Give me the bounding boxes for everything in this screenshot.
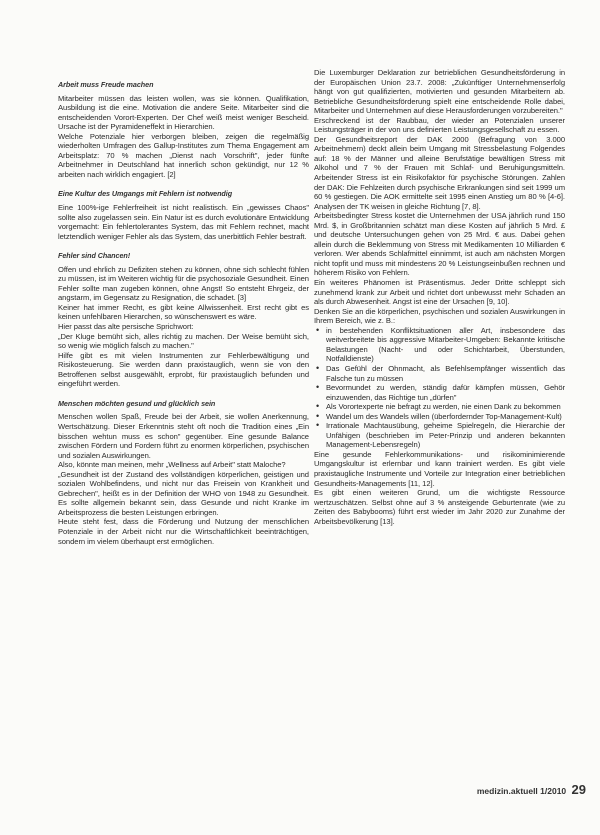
bullet-list [314, 326, 565, 450]
list-item: • Irrationale Machtausübung, geheime Spielregeln, die Hierarchie der Unfähigen (beschrieben im Peter-Prinzip und anderen bekannten Management-Lebensregeln) [326, 421, 565, 450]
body-paragraph: Keiner hat immer Recht, es gibt keine Allwissenheit. Erst recht gibt es keinen unfehlbaren Hierarchen, so wünschenswert es wäre. [58, 302, 309, 322]
body-paragraph: Hier passt das alte persische Sprichwort: [58, 322, 194, 332]
body-paragraph: Eine gesunde Fehlerkommunikations- und risikominimierende Umgangskultur ist erlernbar und kann trainiert werden. Es gibt viele praxistaugliche Instrumente und Vorteile zur Integration einer betrieblichen Gesundheits-Managements [11, 12]. [314, 449, 565, 488]
body-paragraph: Also, könnte man meinen, mehr „Wellness auf Arbeit" statt Maloche? [58, 460, 286, 470]
body-paragraph: Eine 100%-ige Fehlerfreiheit ist nicht realistisch. Ein „gewisses Chaos" sollte also zugelassen sein. Ein Natur ist es durch evolutionäre Entwicklung vorgemacht: Ein fehlertolerantes System, das mit Fehlern rechnet, macht letztendlich weniger Fehler als das System, das unerbittlich Fehler bestraft. [58, 203, 309, 241]
body-paragraph: „Der Kluge bemüht sich, alles richtig zu machen. Der Weise bemüht sich, so wenig wie möglich falsch zu machen." [58, 331, 309, 351]
right-column [314, 68, 565, 526]
body-paragraph: Der Gesundheitsreport der DAK 2000 (Befragung von 3.000 Arbeitnehmern) deckt allein beim Umgang mit Stressbelastung Folgendes auf: 18 % der Männer und alleine Berufstätige bewältigen Stress mit Alkohol und 7 % der Frauen mit Schlaf- und Beruhigungsmitteln. Arbeitender Stress ist ein Risikofaktor für psychische Störungen. Zahlen der DAK: Die Fehlzeiten durch psychische Erkrankungen sind seit 1999 um 60 % gestiegen. Die AOK ermittelte seit 1995 einen Anstieg um 80 % [4-6]. Analysen der TK weisen in gleiche Richtung [7, 8]. [314, 134, 565, 211]
body-paragraph: Hilfe gibt es mit vielen Instrumenten zur Fehlerbewältigung und Risikosteuerung. Sie werden dann praxistauglich, wenn sie von den Betroffenen selbst ausgewählt, erprobt, für praxistauglich befunden und eingeführt werden. [58, 350, 309, 389]
body-paragraph: Ein weiteres Phänomen ist Präsentismus. Jeder Dritte schleppt sich zunehmend krank zur Arbeit und richtet dort unbewusst mehr Schaden an als durch Abwesenheit. Angst ist eine der Ursachen [9, 10]. [314, 278, 565, 307]
body-paragraph: Offen und ehrlich zu Defiziten stehen zu können, ohne sich schlecht fühlen zu müssen, ist im Weiteren wichtig für die psychosoziale Gesundheit. Einen Fehler sollte man zugeben können, ohne Angst! So entsteht Ehrgeiz, der angstarm, im Gegensatz zu Resignation, die schadet. [3] [58, 264, 309, 303]
body-paragraph: Denken Sie an die körperlichen, psychischen und sozialen Auswirkungen in Ihrem Bereich, wie z. B.: [314, 306, 565, 326]
body-paragraph: „Gesundheit ist der Zustand des vollständigen körperlichen, geistigen und sozialen Wohlbefindens, und nicht nur das Freisein von Krankheit und Gebrechen", heißt es in der Definition der WHO von 1948 zu Gesundheit. Es sollte allgemein bekannt sein, dass Gesunde und nicht Kranke im Arbeitsprozess die besten Leistungen erbringen. [58, 469, 309, 517]
section-heading: Menschen möchten gesund und glücklich sein [58, 398, 216, 408]
body-paragraph: Arbeitsbedingter Stress kostet die Unternehmen der USA jährlich rund 150 Mrd. $, in Großbritannien schätzt man diese Kosten auf jährlich 5 Mrd. £ und deutsche Untersuchungen gehen von 25 Mrd. € aus. Dabei gehen allein durch die Beklemmung von Stress mit Medikamenten 10 Milliarden € verloren. Wer abends Schlafmittel einnimmt, ist auch am nächsten Morgen nicht topfit und muss mit mindestens 20 % Leistungseinbußen rechnen und höherem Risiko von Fehlern. [314, 211, 565, 278]
body-paragraph: Erschreckend ist der Raubbau, der wieder an Potenzialen unserer Leistungsträger in der von uns definierten Leistungsgesellschaft zu essen. [314, 115, 565, 135]
body-paragraph: Menschen wollen Spaß, Freude bei der Arbeit, sie wollen Anerkennung, Wertschätzung. Dieser Erkenntnis steht oft noch die Tradition eines „Ein bisschen wehtun muss es schon" gegenüber. Eine gesunde Balance zwischen Fördern und Fordern führt zu enormen körperlichen, psychischen und sozialen Auswirkungen. [58, 412, 309, 460]
section-heading: Eine Kultur des Umgangs mit Fehlern ist notwendig [58, 189, 233, 199]
list-item: • in bestehenden Konfliktsituationen aller Art, insbesondere das weitverbreitete bis aggressive Mitarbeiter-Umgeben: Bekannte kritische Belastungen (Nacht- und oder Schichtarbeit, Überstunden, Notfalldienste) [326, 326, 565, 364]
list-item: • Bevormundet zu werden, ständig dafür kämpfen müssen, Gehör einzuwenden, das Richtige tun „dürfen" [326, 383, 565, 402]
body-paragraph: Welche Potenziale hier verborgen bleiben, zeigen die regelmäßig wiederholten Umfragen des Gallup-Institutes zum Thema Engagement am Arbeitsplatz: 70 % machen „Dienst nach Vorschrift", jeder fünfte Arbeitnehmer in Deutschland hat innerlich schon gekündigt, nur 12 % arbeiten nach wirklich engagiert. [2] [58, 131, 309, 179]
body-paragraph: Es gibt einen weiteren Grund, um die wichtigste Ressource wertzuschätzen. Selbst ohne auf 3 % ansteigende Geburtenrate (wie zu Zeiten des Babybooms) führt erst wieder im Jahr 2020 zur Zunahme der Arbeitsbevölkerung [13]. [314, 488, 565, 526]
list-item: • Als Vorortexperte nie befragt zu werden, nie einen Dank zu bekommen [326, 402, 565, 412]
section-heading: Arbeit muss Freude machen [58, 80, 154, 89]
body-paragraph: Heute steht fest, dass die Förderung und Nutzung der menschlichen Potenziale in der Arbeit nicht nur die Wirtschaftlichkeit beeinträchtigen, sondern im vielem überhaupt erst ermöglichen. [58, 517, 309, 546]
list-item: • Wandel um des Wandels willen (überfordernder Top-Management-Kult) [326, 412, 565, 422]
body-paragraph: Die Luxemburger Deklaration zur betrieblichen Gesundheitsförderung in der Europäischen Union 23.7. 2008: „Zukünftiger Unternehmenserfolg hängt von gut qualifizierten, motivierten und gesunden Mitarbeitern ab. Betriebliche Gesundheitsförderung spielt eine entscheidende Rolle dabei, Mitarbeiter und Unternehmen auf diese Herausforderungen vorzubereiten." [314, 68, 565, 116]
page-footer [477, 782, 586, 797]
left-column [58, 80, 309, 546]
section-heading: Fehler sind Chancen! [58, 251, 131, 261]
journal-name: medizin.aktuell 1/2010 [476, 786, 567, 796]
list-item: • Das Gefühl der Ohnmacht, als Befehlsempfänger wissentlich das Falsche tun zu müssen [326, 364, 565, 383]
body-paragraph: Mitarbeiter müssen das leisten wollen, was sie können. Qualifikation, Ausbildung ist die eine. Motivation die andere Seite. Mitarbeiter sind die entscheidenden Vorort-Experten. Der Chef weiß meist weniger Bescheid. Ursache ist der Pyramideneffekt in Hierarchien. [58, 93, 309, 132]
page-number: 29 [571, 782, 586, 797]
